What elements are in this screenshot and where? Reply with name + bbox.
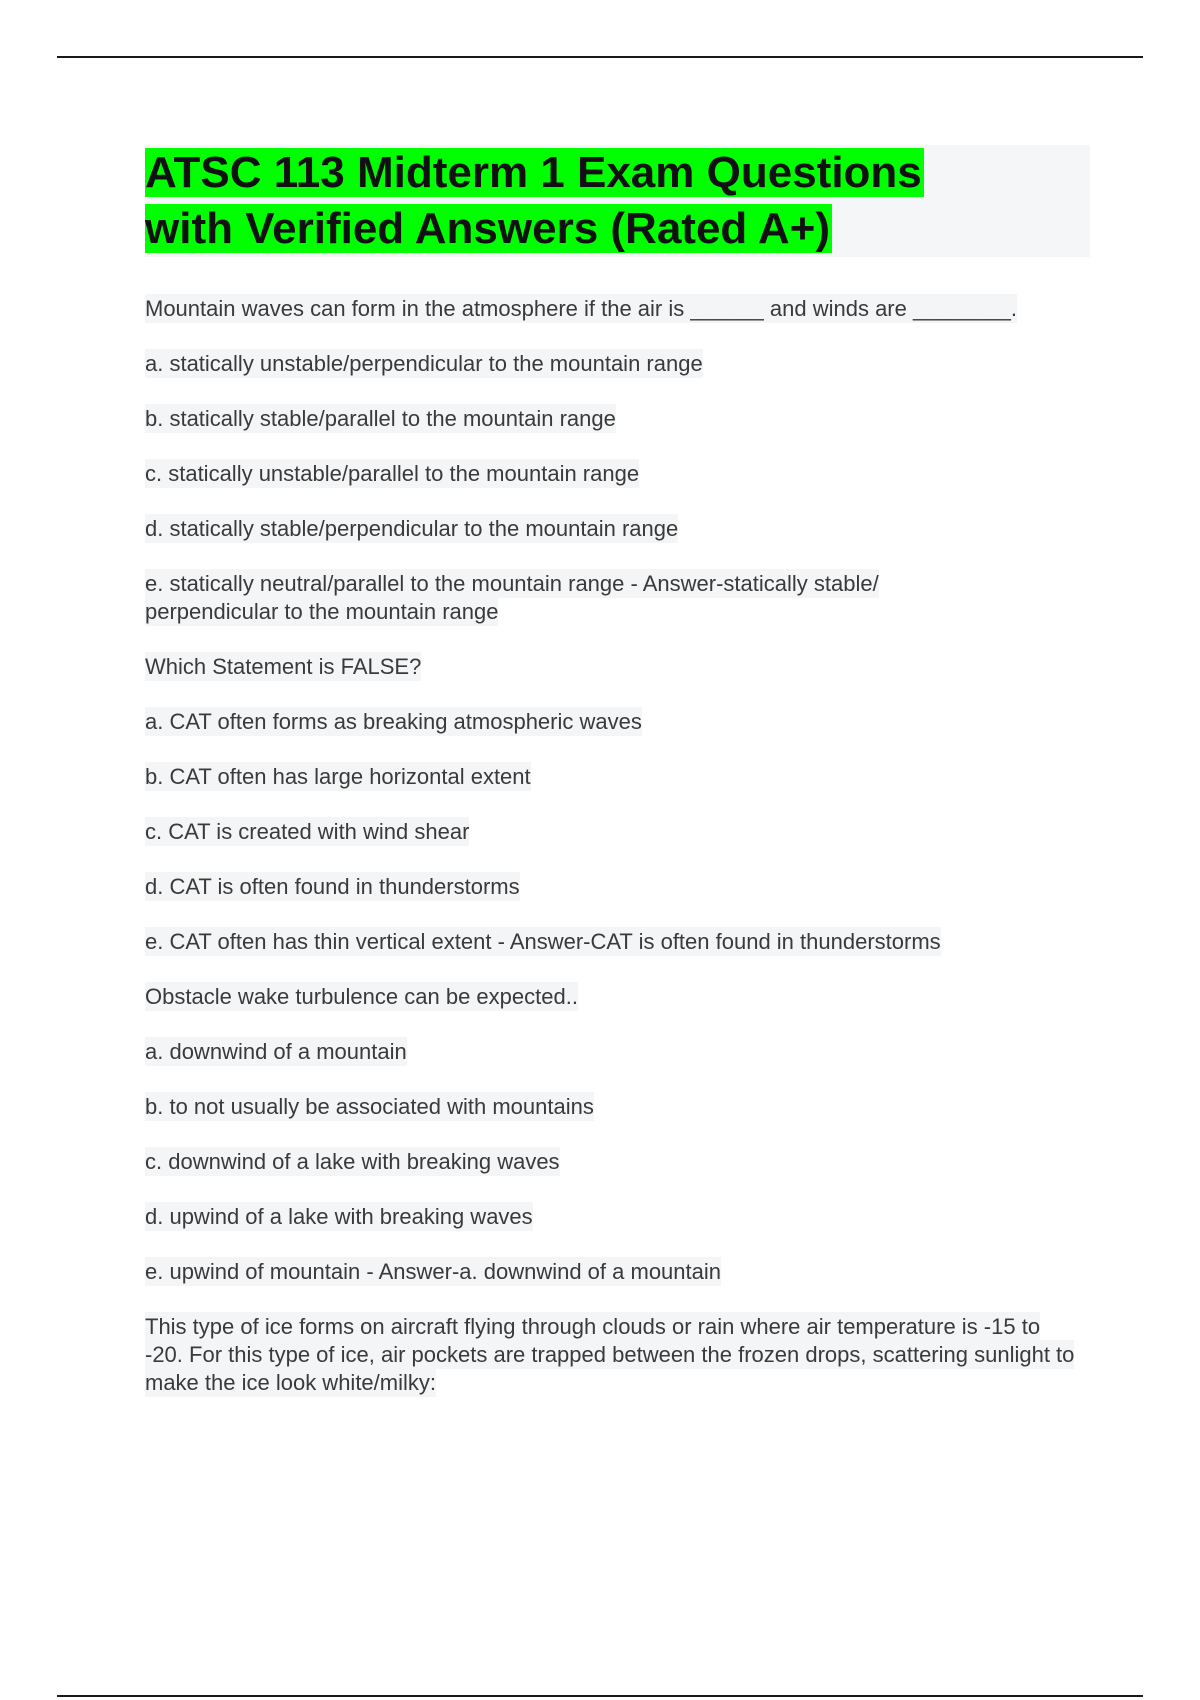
question-1-option-a: a. statically unstable/perpendicular to the mountain range — [145, 351, 703, 376]
header-rule — [57, 56, 1143, 58]
page-content — [145, 145, 1090, 1424]
question-3-option-b: b. to not usually be associated with mountains — [145, 1094, 594, 1119]
question-3-option-e-answer: e. upwind of mountain - Answer-a. downwind of a mountain — [145, 1259, 721, 1284]
question-2-option-b: b. CAT often has large horizontal extent — [145, 764, 531, 789]
question-2-option-c: c. CAT is created with wind shear — [145, 819, 470, 844]
question-1-option-e-answer: e. statically neutral/parallel to the mountain range - Answer-statically stable/ perpendicular to the mountain range — [145, 571, 879, 624]
title-line-1: ATSC 113 Midterm 1 Exam Questions — [145, 148, 922, 197]
question-3: Obstacle wake turbulence can be expected.. — [145, 984, 578, 1009]
title-block — [145, 145, 1090, 257]
question-1-option-b: b. statically stable/parallel to the mountain range — [145, 406, 616, 431]
question-2-option-d: d. CAT is often found in thunderstorms — [145, 874, 520, 899]
question-1: Mountain waves can form in the atmosphere if the air is ______ and winds are ________. — [145, 296, 1017, 321]
question-4: This type of ice forms on aircraft flying through clouds or rain where air temperature is -15 to -20. For this type of ice, air pockets are trapped between the frozen drops, scattering sunlight to make the ice look white/milky: — [145, 1314, 1075, 1395]
question-3-option-a: a. downwind of a mountain — [145, 1039, 407, 1064]
question-3-option-d: d. upwind of a lake with breaking waves — [145, 1204, 533, 1229]
footer-rule — [57, 1695, 1143, 1697]
question-2-option-a: a. CAT often forms as breaking atmospheric waves — [145, 709, 642, 734]
question-1-option-d: d. statically stable/perpendicular to the mountain range — [145, 516, 679, 541]
question-1-option-c: c. statically unstable/parallel to the mountain range — [145, 461, 640, 486]
question-2: Which Statement is FALSE? — [145, 654, 422, 679]
question-3-option-c: c. downwind of a lake with breaking waves — [145, 1149, 560, 1174]
question-2-option-e-answer: e. CAT often has thin vertical extent - Answer-CAT is often found in thunderstorms — [145, 929, 941, 954]
title-line-2: with Verified Answers (Rated A+) — [145, 204, 831, 253]
document-title — [145, 145, 1090, 257]
